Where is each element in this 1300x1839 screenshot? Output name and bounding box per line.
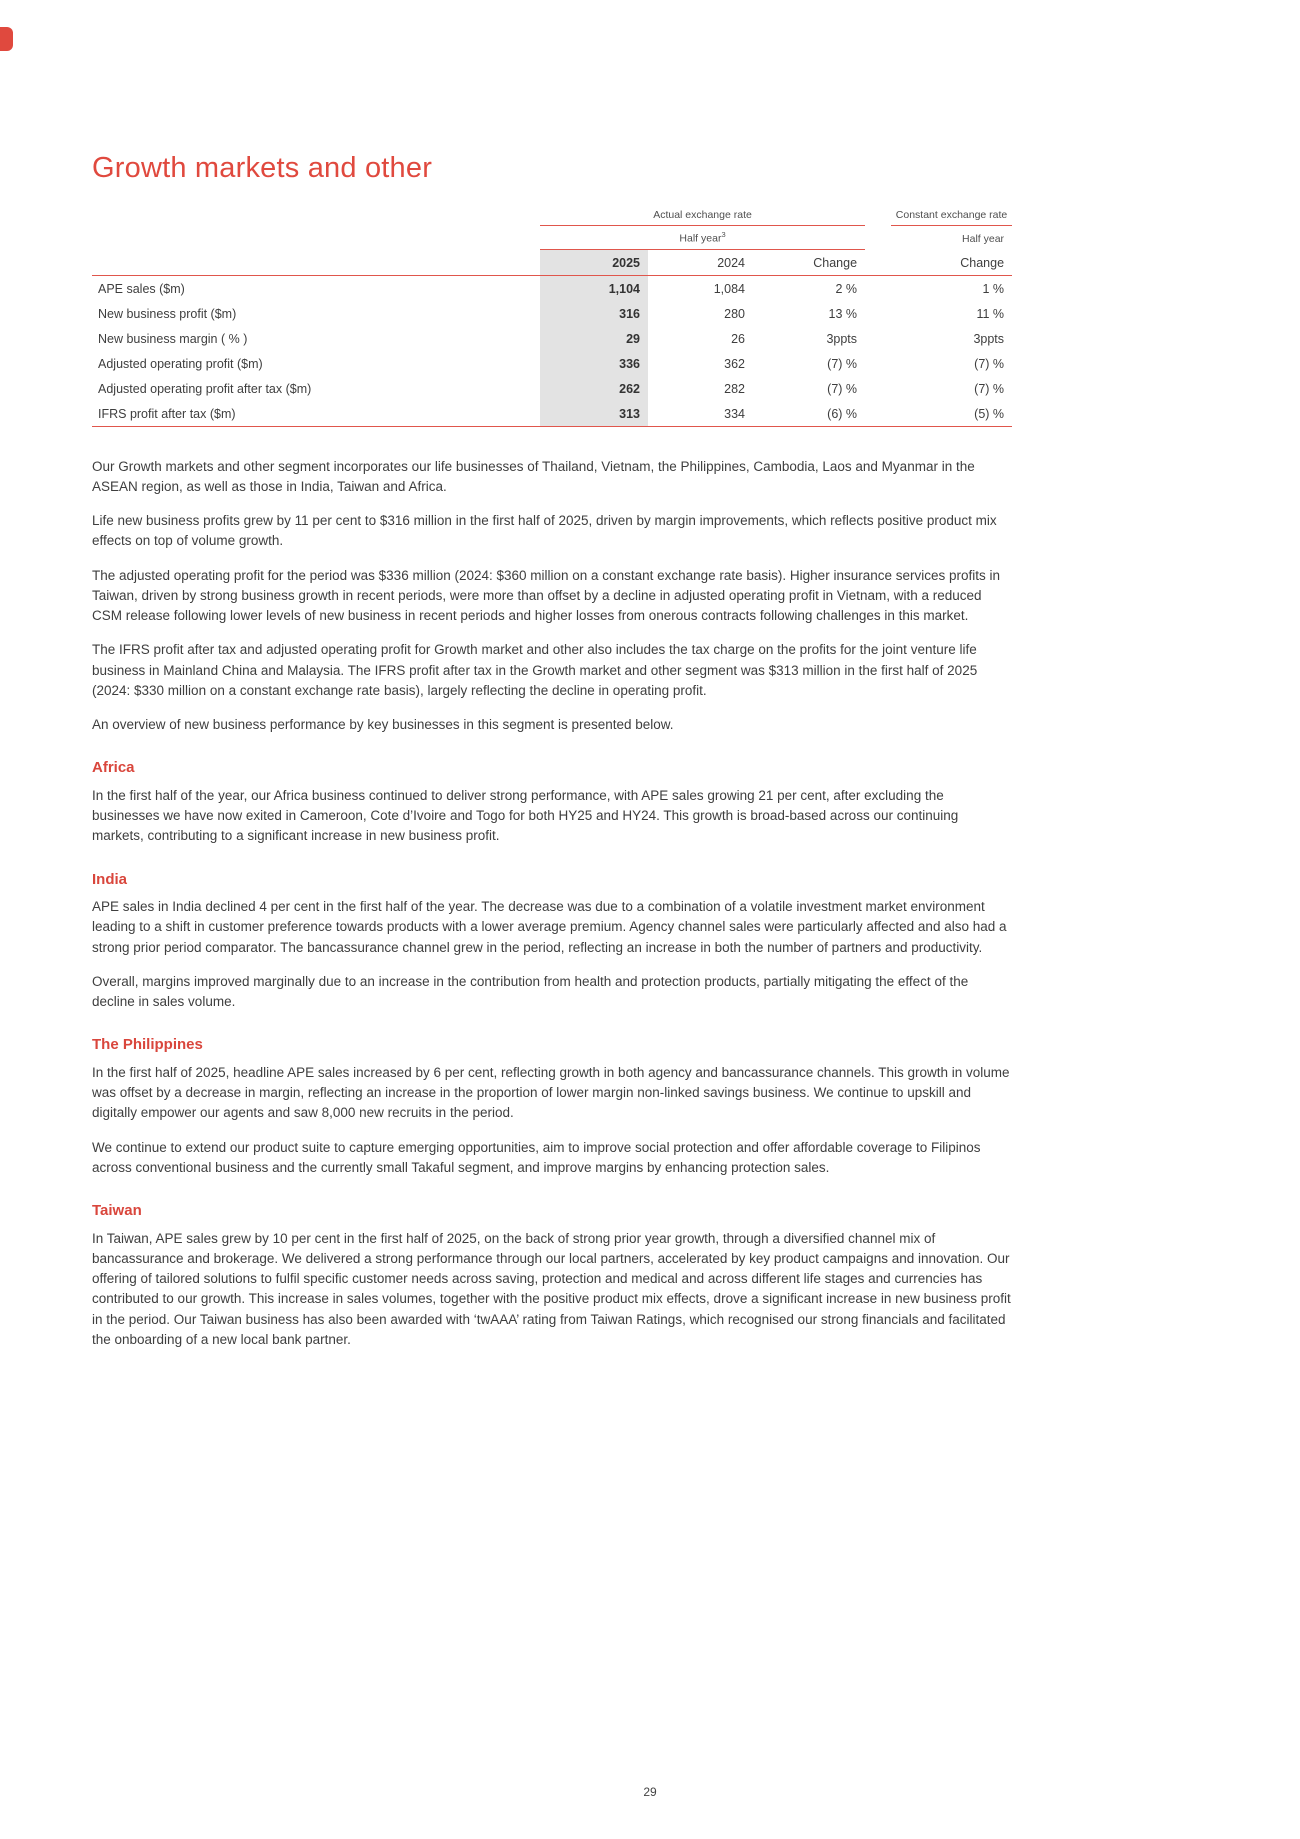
paragraph: The IFRS profit after tax and adjusted operating profit for Growth market and other also includes the tax charge on the profits for the joint venture life business in Mainland China and Malaysia. The IFRS profit after tax in the Growth market and other segment was $313 million in the first half of 2025 (2024: $330 million on a constant exchange rate basis), largely reflecting the decline in operating profit. (92, 642, 978, 698)
row-label: Adjusted operating profit after tax ($m) (98, 381, 312, 396)
value-2024: 26 (731, 331, 745, 346)
value-change-aer: 3ppts (826, 331, 858, 346)
value-2025: 1,104 (540, 275, 648, 301)
row-label: New business profit ($m) (98, 306, 237, 321)
group-header-actual-exchange-rate: Actual exchange rate (540, 209, 865, 226)
value-2024: 280 (724, 306, 745, 321)
paragraph: Overall, margins improved marginally due to an increase in the contribution from health and protection products, partially mitigating the effect of the decline in sales volume. (92, 973, 969, 1009)
row-label: APE sales ($m) (98, 281, 185, 296)
table-row (92, 301, 1012, 326)
paragraph: We continue to extend our product suite to capture emerging opportunities, aim to improve social protection and offer affordable coverage to Filipinos across conventional business and the currently small Takaful segment, and improve margins by enhancing protection sales. (92, 1139, 981, 1175)
subheader-half-year-actual: Half year$^3$ (540, 226, 865, 250)
footnote-superscript: 3 (721, 230, 726, 239)
table-column-header-row (92, 249, 1012, 275)
value-2025: 29 (540, 326, 648, 351)
value-change-cer: (5) % (891, 401, 1012, 427)
value-2025: 262 (540, 376, 648, 401)
table-row (92, 401, 1012, 427)
value-2025: 336 (540, 351, 648, 376)
table-subheader-row (92, 226, 1012, 250)
section-heading-taiwan: Taiwan (92, 1202, 142, 1219)
section-heading-india: India (92, 870, 128, 888)
table-row (92, 376, 1012, 401)
value-change-cer: 11 % (976, 306, 1005, 321)
group-header-constant-exchange-rate: Constant exchange rate (891, 209, 1012, 226)
value-2024: 334 (648, 401, 753, 427)
paragraph: APE sales in India declined 4 per cent in the first half of the year. The decrease was due to a combination of a volatile investment market environment leading to a shift in customer preference towards products with a lower average premium. Agency channel sales were particularly affected and also had a strong prior period comparator. The bancassurance channel grew in the period, reflecting an increase in both the number of partners and productivity. (92, 899, 1007, 955)
section-heading-africa: Africa (92, 759, 135, 777)
paragraph: Our Growth markets and other segment incorporates our life businesses of Thailand, Vietnam, the Philippines, Cambodia, Laos and Myanmar in the ASEAN region, as well as those in India, Taiwan and Africa. (92, 458, 975, 494)
page-number: 29 (643, 1785, 657, 1799)
page-title: Growth markets and other (92, 152, 433, 184)
top-left-red-logo-mark (0, 27, 13, 51)
value-change-cer: 3ppts (973, 331, 1005, 346)
table-row (92, 351, 1012, 376)
paragraph: An overview of new business performance by key businesses in this segment is presented below. (92, 717, 674, 732)
value-2024: 282 (724, 381, 745, 396)
column-header-2024: 2024 (648, 249, 753, 275)
column-header-change-aer: Change (753, 249, 865, 275)
table-row (92, 275, 1012, 301)
paragraph: Life new business profits grew by 11 per cent to $316 million in the first half of 2025, driven by margin improvements, which reflects positive product mix effects on top of volume growth. (92, 513, 997, 549)
paragraph: In the first half of the year, our Africa business continued to deliver strong performance, with APE sales growing 21 per cent, after excluding the businesses we have now exited in Cameroon, Cote d’Ivoire and Togo for both HY25 and HY24. This growth is broad-based across our continuing markets, contributing to a significant increase in new business profit. (92, 787, 959, 844)
value-change-aer: (7) % (827, 381, 858, 396)
column-header-change-cer: Change (891, 249, 1012, 275)
table-group-header-row (92, 209, 1012, 226)
row-label: New business margin ( % ) (98, 331, 248, 346)
column-header-2025: 2025 (540, 249, 648, 275)
row-label: Adjusted operating profit ($m) (98, 356, 263, 371)
body-text (92, 457, 1012, 1351)
value-2025: 313 (540, 401, 648, 427)
value-change-cer: (7) % (974, 356, 1005, 371)
financial-table (92, 209, 1012, 427)
value-2024: 1,084 (713, 281, 745, 296)
paragraph: In Taiwan, APE sales grew by 10 per cent in the first half of 2025, on the back of strong prior year growth, through a diversified channel mix of bancassurance and brokerage. We delivered a strong performance through our local partners, accelerated by key product campaigns and innovation. Our offering of tailored solutions to fulfil specific customer needs across saving, protection and medical and across different life stages and currencies has contributed to our growth. This increase in sales volumes, together with the positive product mix effects, drove a significant increase in new business profit in the period. Our Taiwan business has also been awarded with ‘twAAA’ rating from Taiwan Ratings, which recognised our strong financials and facilitated the onboarding of a new local bank partner. (92, 1230, 1011, 1347)
value-change-aer: 2 % (835, 281, 858, 296)
table-row (92, 326, 1012, 351)
value-change-aer: (6) % (753, 401, 865, 427)
value-change-cer: (7) % (974, 381, 1005, 396)
value-2024: 362 (724, 356, 745, 371)
paragraph: In the first half of 2025, headline APE sales increased by 6 per cent, reflecting growth in both agency and bancassurance channels. This growth in volume was offset by a decrease in margin, reflecting an increase in the proportion of lower margin non-linked savings business. We continue to upskill and digitally empower our agents and saw 8,000 new recruits in the period. (92, 1064, 1010, 1121)
row-label: IFRS profit after tax ($m) (92, 401, 540, 427)
paragraph: The adjusted operating profit for the period was $336 million (2024: $360 million on a constant exchange rate basis). Higher insurance services profits in Taiwan, driven by strong business growth in recent periods, were more than offset by a decline in adjusted operating profit in Vietnam, with a reduced CSM release following lower levels of new business in recent periods and higher losses from onerous contracts following challenges in this market. (92, 567, 1001, 623)
value-change-aer: (7) % (827, 356, 858, 371)
content-area (92, 0, 1012, 1364)
section-heading-philippines: The Philippines (92, 1036, 203, 1054)
value-change-cer: 1 % (982, 281, 1005, 296)
value-change-aer: 13 % (828, 306, 858, 321)
value-2025: 316 (540, 301, 648, 326)
subheader-half-year-constant: Half year (962, 233, 1005, 245)
